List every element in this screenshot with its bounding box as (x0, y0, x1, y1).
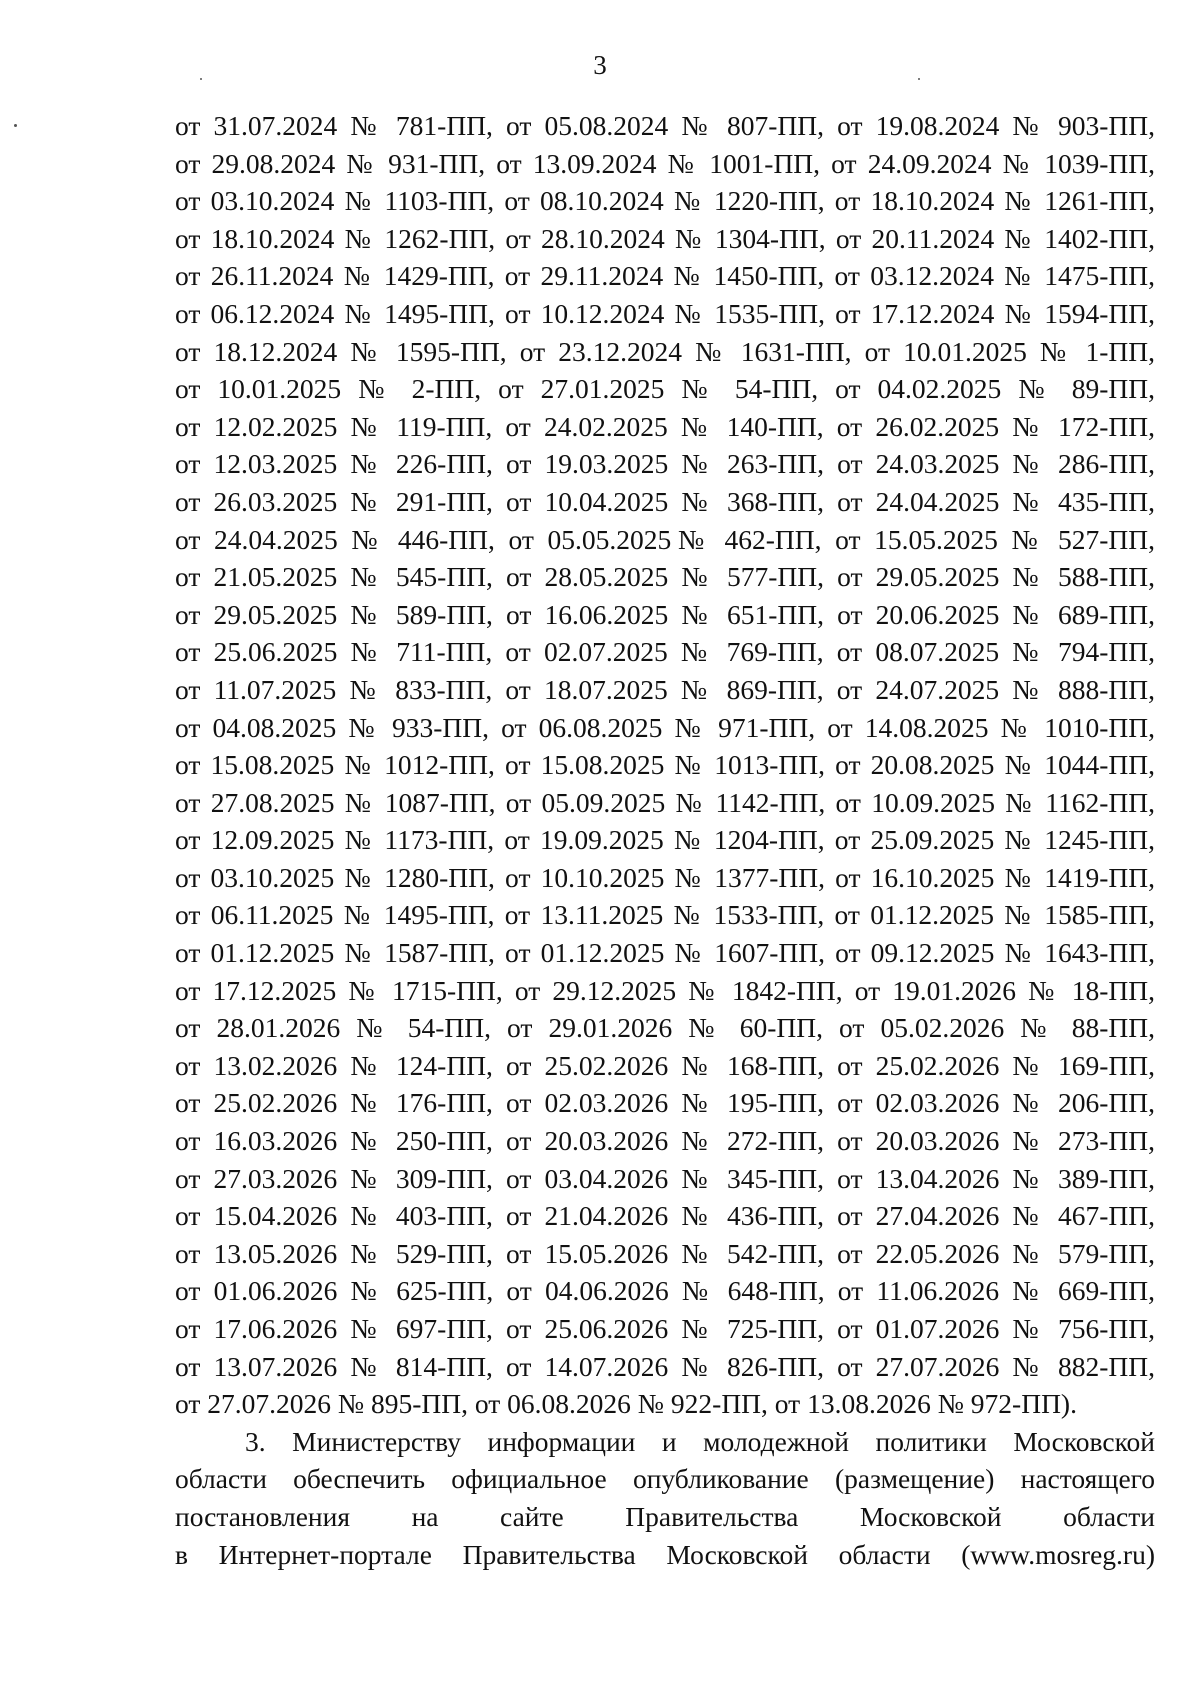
text-line: от 17.06.2026 № 697-ПП, от 25.06.2026 № 725-ПП, от 01.07.2026 № 756-ПП, (175, 1313, 1155, 1344)
text-line: от 13.02.2026 № 124-ПП, от 25.02.2026 № 168-ПП, от 25.02.2026 № 169-ПП, (175, 1049, 1155, 1081)
text-line: от 27.08.2025 № 1087-ПП, от 05.09.2025 № 1142-ПП, от 10.09.2025 № 1162-ПП, (175, 786, 1155, 818)
text-line: от 12.02.2025 № 119-ПП, от 24.02.2025 № 140-ПП, от 26.02.2025 № 172-ПП, (175, 410, 1155, 442)
text-line: от 13.05.2026 № 529-ПП, от 15.05.2026 № 542-ПП, от 22.05.2026 № 579-ПП, (175, 1237, 1155, 1269)
amendments-list (175, 107, 1155, 1423)
text-line: от 06.12.2024 № 1495-ПП, от 10.12.2024 № 1535-ПП, от 17.12.2024 № 1594-ПП, (175, 297, 1155, 329)
text-line: от 01.12.2025 № 1587-ПП, от 01.12.2025 № 1607-ПП, от 09.12.2025 № 1643-ПП, (175, 937, 1155, 969)
text-line: от 10.01.2025 № 2-ПП, от 27.01.2025 № 54-ПП, от 04.02.2025 № 89-ПП, (175, 373, 1155, 405)
text-line: от 06.11.2025 № 1495-ПП, от 13.11.2025 № 1533-ПП, от 01.12.2025 № 1585-ПП, (175, 899, 1155, 931)
scan-speck (918, 78, 920, 80)
text-line: от 12.03.2025 № 226-ПП, от 19.03.2025 № 263-ПП, от 24.03.2025 № 286-ПП, (175, 448, 1155, 480)
page-number: 3 (593, 50, 607, 80)
text-line-last: от 27.07.2026 № 895-ПП, от 06.08.2026 № 922-ПП, от 13.08.2026 № 972-ПП). (175, 1388, 1077, 1420)
text-line: от 12.09.2025 № 1173-ПП, от 19.09.2025 № 1204-ПП, от 25.09.2025 № 1245-ПП, (175, 824, 1155, 856)
scan-speck (200, 78, 202, 80)
text-line: от 18.10.2024 № 1262-ПП, от 28.10.2024 № 1304-ПП, от 20.11.2024 № 1402-ПП, (175, 222, 1155, 254)
text-line: от 31.07.2024 № 781-ПП, от 05.08.2024 № 807-ПП, от 19.08.2024 № 903-ПП, (175, 110, 1155, 141)
text-line: от 18.12.2024 № 1595-ПП, от 23.12.2024 № 1631-ПП, от 10.01.2025 № 1-ПП, (175, 335, 1155, 367)
text-line: от 04.08.2025 № 933-ПП, от 06.08.2025 № 971-ПП, от 14.08.2025 № 1010-ПП, (175, 711, 1155, 743)
text-line: от 13.07.2026 № 814-ПП, от 14.07.2026 № 826-ПП, от 27.07.2026 № 882-ПП, (175, 1350, 1155, 1382)
paragraph-line: в Интернет-портале Правительства Московской области (www.mosreg.ru) (175, 1538, 1155, 1570)
text-line: от 03.10.2024 № 1103-ПП, от 08.10.2024 № 1220-ПП, от 18.10.2024 № 1261-ПП, (175, 185, 1155, 217)
paragraph-line: области обеспечить официальное опубликование (размещение) настоящего (175, 1463, 1155, 1495)
paragraph-line: 3. Министерству информации и молодежной политики Московской (245, 1425, 1155, 1457)
text-line: от 03.10.2025 № 1280-ПП, от 10.10.2025 № 1377-ПП, от 16.10.2025 № 1419-ПП, (175, 861, 1155, 893)
text-line: от 24.04.2025 № 446-ПП, от 05.05.2025№ 462-ПП, от 15.05.2025 № 527-ПП, (175, 523, 1155, 555)
scan-speck (14, 124, 17, 127)
text-line: от 29.05.2025 № 589-ПП, от 16.06.2025 № 651-ПП, от 20.06.2025 № 689-ПП, (175, 598, 1155, 630)
text-line: от 27.03.2026 № 309-ПП, от 03.04.2026 № 345-ПП, от 13.04.2026 № 389-ПП, (175, 1162, 1155, 1194)
text-line: от 11.07.2025 № 833-ПП, от 18.07.2025 № 869-ПП, от 24.07.2025 № 888-ПП, (175, 673, 1155, 705)
text-line: от 15.04.2026 № 403-ПП, от 21.04.2026 № 436-ПП, от 27.04.2026 № 467-ПП, (175, 1200, 1155, 1232)
text-line: от 16.03.2026 № 250-ПП, от 20.03.2026 № 272-ПП, от 20.03.2026 № 273-ПП, (175, 1125, 1155, 1157)
paragraph-3 (175, 1423, 1155, 1573)
text-line: от 26.03.2025 № 291-ПП, от 10.04.2025 № 368-ПП, от 24.04.2025 № 435-ПП, (175, 485, 1155, 517)
text-line: от 26.11.2024 № 1429-ПП, от 29.11.2024 № 1450-ПП, от 03.12.2024 № 1475-ПП, (175, 260, 1155, 292)
text-line: от 15.08.2025 № 1012-ПП, от 15.08.2025 № 1013-ПП, от 20.08.2025 № 1044-ПП, (175, 749, 1155, 781)
text-line: от 01.06.2026 № 625-ПП, от 04.06.2026 № 648-ПП, от 11.06.2026 № 669-ПП, (175, 1275, 1155, 1307)
text-line: от 28.01.2026 № 54-ПП, от 29.01.2026 № 60-ПП, от 05.02.2026 № 88-ПП, (175, 1012, 1155, 1044)
document-body (175, 107, 1155, 1573)
text-line: от 21.05.2025 № 545-ПП, от 28.05.2025 № 577-ПП, от 29.05.2025 № 588-ПП, (175, 561, 1155, 593)
text-line: от 17.12.2025 № 1715-ПП, от 29.12.2025 № 1842-ПП, от 19.01.2026 № 18-ПП, (175, 974, 1155, 1006)
paragraph-line: постановления на сайте Правительства Московской области (175, 1500, 1155, 1532)
text-line: от 25.02.2026 № 176-ПП, от 02.03.2026 № 195-ПП, от 02.03.2026 № 206-ПП, (175, 1087, 1155, 1119)
text-line: от 25.06.2025 № 711-ПП, от 02.07.2025 № 769-ПП, от 08.07.2025 № 794-ПП, (175, 636, 1155, 668)
text-line: от 29.08.2024 № 931-ПП, от 13.09.2024 № 1001-ПП, от 24.09.2024 № 1039-ПП, (175, 147, 1155, 179)
